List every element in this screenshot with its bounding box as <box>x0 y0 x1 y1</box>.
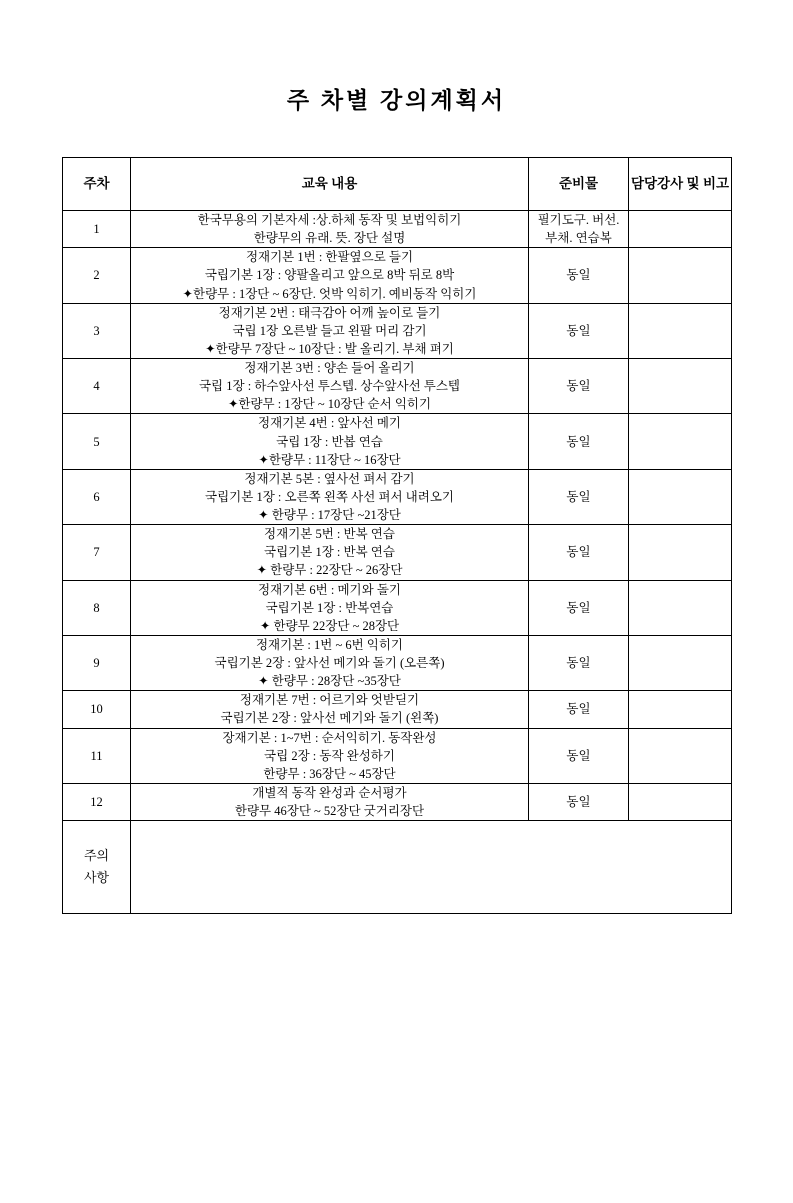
cell-content <box>131 303 529 358</box>
content-line: 정재기본 4번 : 앞사선 메기 <box>258 416 401 431</box>
cell-content <box>131 414 529 469</box>
content-line: 국립기본 1장 : 반복연습 <box>265 600 394 615</box>
cell-prep <box>529 691 629 728</box>
content-line: ✦ 한량무 : 22장단 ~ 26장단 <box>256 563 403 578</box>
cell-week: 5 <box>63 414 131 469</box>
table-row <box>63 728 732 783</box>
content-line: 정재기본 3번 : 양손 들어 올리기 <box>244 361 415 375</box>
content-line: 국립기본 2장 : 앞사선 메기와 돌기 (왼쪽) <box>220 711 439 726</box>
cell-content <box>131 359 529 414</box>
cell-instructor <box>629 635 732 690</box>
prep-line: 동일 <box>566 489 591 504</box>
cell-instructor <box>629 469 732 524</box>
content-line: 국립 1장 오른발 들고 왼팔 머리 감기 <box>232 323 427 338</box>
cell-prep <box>529 525 629 580</box>
prep-line: 동일 <box>566 379 591 394</box>
cell-week: 9 <box>63 635 131 690</box>
table-row <box>63 525 732 580</box>
notes-row <box>63 821 732 914</box>
column-header-instructor-line-1: 담당강사 및 <box>630 176 700 192</box>
cell-content <box>131 469 529 524</box>
cell-instructor <box>629 248 732 303</box>
content-line: ✦ 한량무 22장단 ~ 28장단 <box>259 618 400 633</box>
content-line: 국립기본 2장 : 앞사선 메기와 돌기 (오른쪽) <box>214 656 445 670</box>
cell-week: 8 <box>63 580 131 635</box>
content-line: 국립기본 1장 : 양팔올리고 앞으로 8박 뒤로 8박 <box>204 268 455 283</box>
table-header <box>63 158 732 211</box>
cell-prep <box>529 248 629 303</box>
table-row <box>63 580 732 635</box>
page-title: 주 차별 강의계획서 <box>286 88 507 113</box>
prep-line: 부채. 연습복 <box>545 231 612 246</box>
table-row <box>63 469 732 524</box>
cell-content <box>131 635 529 690</box>
table-row <box>63 635 732 690</box>
cell-prep <box>529 469 629 524</box>
cell-prep <box>529 728 629 783</box>
cell-instructor <box>629 211 732 248</box>
table-row <box>63 691 732 728</box>
content-line: 정재기본 2번 : 태극감아 어깨 높이로 들기 <box>218 305 441 320</box>
prep-line: 동일 <box>566 600 591 615</box>
cell-prep <box>529 414 629 469</box>
cell-prep <box>529 211 629 248</box>
content-line: ✦한량무 : 11장단 ~ 16장단 <box>258 452 401 467</box>
content-line: 장재기본 : 1~7번 : 순서익히기. 동작완성 <box>222 730 437 745</box>
cell-week: 10 <box>63 691 131 728</box>
prep-line: 동일 <box>566 434 591 449</box>
cell-prep <box>529 303 629 358</box>
notes-label-line-2: 사항 <box>83 870 110 886</box>
content-line: 개별적 동작 완성과 순서평가 <box>252 785 407 800</box>
cell-instructor <box>629 691 732 728</box>
prep-line: 동일 <box>566 748 591 763</box>
cell-prep <box>529 580 629 635</box>
cell-prep <box>529 635 629 690</box>
content-line: ✦한량무 : 1장단 ~ 10장단 순서 익히기 <box>227 397 432 412</box>
content-line: 정재기본 : 1번 ~ 6번 익히기 <box>255 637 404 652</box>
notes-body <box>131 821 732 914</box>
column-header-instructor <box>629 158 732 211</box>
column-header-week: 주차 <box>63 158 131 211</box>
cell-instructor <box>629 359 732 414</box>
content-line: ✦ 한량무 : 17장단 ~21장단 <box>258 508 401 522</box>
cell-week: 2 <box>63 248 131 303</box>
content-line: 국립 2장 : 동작 완성하기 <box>264 748 395 763</box>
cell-content <box>131 580 529 635</box>
cell-week: 7 <box>63 525 131 580</box>
cell-prep <box>529 359 629 414</box>
prep-line: 동일 <box>566 545 591 560</box>
prep-line: 동일 <box>566 702 591 717</box>
content-line: 한량무의 유래. 뜻. 장단 설명 <box>253 231 406 246</box>
column-header-content: 교육 내용 <box>131 158 529 211</box>
cell-week: 11 <box>63 728 131 783</box>
cell-instructor <box>629 303 732 358</box>
table-row <box>63 211 732 248</box>
cell-week: 3 <box>63 303 131 358</box>
cell-instructor <box>629 525 732 580</box>
content-line: 정재기본 7번 : 어르기와 엇받딛기 <box>239 693 420 708</box>
cell-content <box>131 525 529 580</box>
content-line: 국립기본 1장 : 반복 연습 <box>264 545 395 560</box>
cell-week: 4 <box>63 359 131 414</box>
table-row <box>63 303 732 358</box>
content-line: 한국무용의 기본자세 :상.하체 동작 및 보법익히기 <box>197 213 462 227</box>
cell-content <box>131 211 529 248</box>
notes-label <box>63 821 131 914</box>
cell-instructor <box>629 414 732 469</box>
table-body <box>63 211 732 914</box>
prep-line: 필기도구. 버선. <box>537 213 620 227</box>
content-line: ✦한량무 7장단 ~ 10장단 : 발 올리기. 부채 펴기 <box>205 341 454 356</box>
content-line: 국립 1장 : 하수앞사선 투스텝. 상수앞사선 투스텝 <box>198 379 461 394</box>
content-line: 정재기본 5본 : 옆사선 펴서 감기 <box>244 471 415 486</box>
content-line: 한량무 46장단 ~ 52장단 굿거리장단 <box>234 804 425 818</box>
column-header-prep: 준비물 <box>529 158 629 211</box>
cell-week: 12 <box>63 783 131 820</box>
column-header-instructor-line-2: 비고 <box>702 176 730 192</box>
cell-instructor <box>629 728 732 783</box>
cell-content <box>131 691 529 728</box>
prep-line: 동일 <box>566 323 591 338</box>
content-line: 정재기본 5번 : 반복 연습 <box>264 527 395 542</box>
cell-week: 1 <box>63 211 131 248</box>
table-row <box>63 359 732 414</box>
content-line: ✦ 한량무 : 28장단 ~35장단 <box>258 674 401 689</box>
prep-line: 동일 <box>566 656 591 670</box>
table-row <box>63 783 732 820</box>
table-row <box>63 248 732 303</box>
cell-content <box>131 248 529 303</box>
content-line: ✦한량무 : 1장단 ~ 6장단. 엇박 익히기. 예비동작 익히기 <box>182 286 477 301</box>
content-line: 국립기본 1장 : 오른쪽 왼쪽 사선 펴서 내려오기 <box>205 489 454 504</box>
content-line: 한량무 : 36장단 ~ 45장단 <box>263 766 396 781</box>
cell-instructor <box>629 580 732 635</box>
cell-week: 6 <box>63 469 131 524</box>
table-row <box>63 414 732 469</box>
prep-line: 동일 <box>566 268 591 283</box>
content-line: 정재기본 1번 : 한팔옆으로 들기 <box>245 250 414 265</box>
content-line: 정재기본 6번 : 메기와 돌기 <box>258 582 401 597</box>
prep-line: 동일 <box>566 794 591 809</box>
cell-content <box>131 728 529 783</box>
cell-content <box>131 783 529 820</box>
notes-label-line-1: 주의 <box>83 848 110 864</box>
weekly-lesson-plan-table <box>62 157 732 914</box>
document-page <box>0 82 793 1203</box>
table-header-row <box>63 158 732 211</box>
cell-instructor <box>629 783 732 820</box>
cell-prep <box>529 783 629 820</box>
content-line: 국립 1장 : 반봅 연습 <box>276 434 383 449</box>
